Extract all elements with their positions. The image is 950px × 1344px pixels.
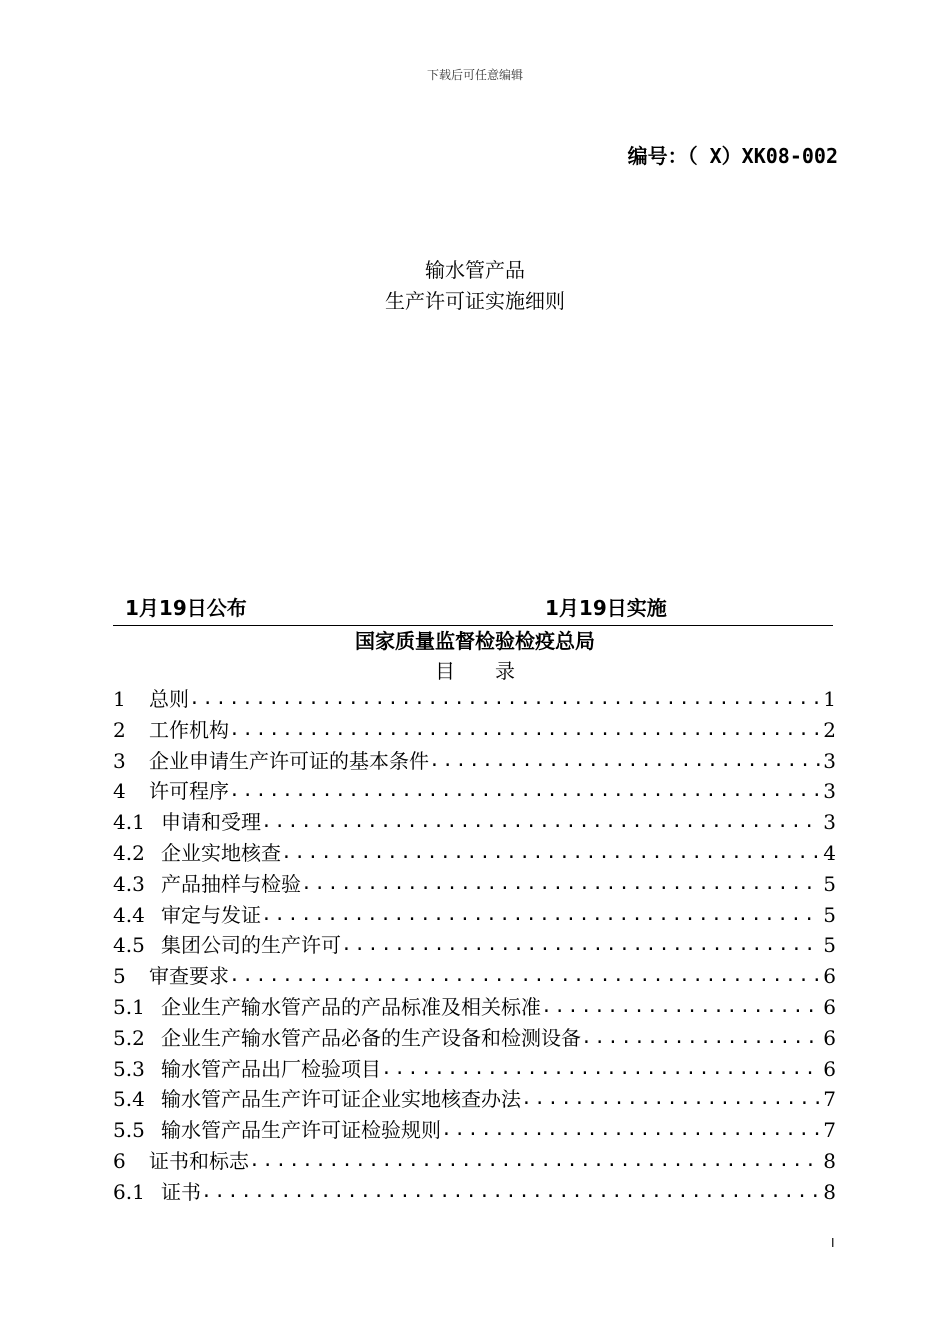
toc-leader-dots	[441, 1115, 821, 1146]
toc-entry-number: 4.3	[113, 871, 145, 896]
toc-entry[interactable]	[113, 746, 836, 777]
toc-entry-label: 输水管产品生产许可证企业实地核查办法	[161, 1087, 521, 1112]
toc-entry-label: 产品抽样与检验	[161, 871, 301, 896]
toc-entry-label: 总则	[149, 687, 189, 711]
toc-entry-number: 2	[113, 717, 126, 742]
toc-leader-dots	[521, 1084, 821, 1115]
toc-entry[interactable]	[113, 1054, 836, 1085]
toc-entry-number: 5	[113, 964, 126, 989]
toc-entry-number: 4.2	[113, 840, 145, 865]
toc-leader-dots	[249, 1146, 821, 1177]
toc-entry-label: 申请和受理	[161, 810, 261, 835]
toc-entry-number: 5.5	[113, 1118, 145, 1143]
toc-entry[interactable]	[113, 1023, 836, 1054]
publish-date: 1月19日公布	[125, 596, 247, 620]
toc-entry-number: 1	[113, 687, 126, 711]
toc-entry-page: 5	[823, 933, 836, 958]
toc-entry-number: 4	[113, 779, 126, 804]
toc-leader-dots	[201, 1177, 821, 1208]
page-number: I	[831, 1236, 835, 1250]
toc-leader-dots	[229, 961, 821, 992]
issuing-authority: 国家质量监督检验检疫总局	[355, 629, 595, 653]
toc-leader-dots	[541, 992, 821, 1023]
toc-entry-label: 审定与发证	[161, 902, 261, 927]
toc-entry-label: 企业生产输水管产品的产品标准及相关标准	[161, 994, 541, 1019]
toc-entry-number: 4.5	[113, 933, 145, 958]
toc-entry-label: 输水管产品出厂检验项目	[161, 1056, 381, 1081]
toc-entry[interactable]	[113, 838, 836, 869]
toc-entry[interactable]	[113, 684, 836, 715]
toc-leader-dots	[261, 807, 821, 838]
toc-leader-dots	[189, 684, 821, 715]
document-title-line2: 生产许可证实施细则	[385, 289, 565, 313]
toc-entry-page: 3	[823, 748, 836, 773]
toc-entry-number: 5.2	[113, 1025, 145, 1050]
toc-entry-label: 证书	[161, 1179, 201, 1204]
toc-entry[interactable]	[113, 1115, 836, 1146]
toc-entry-label: 审查要求	[149, 964, 229, 989]
toc-entry-page: 1	[823, 687, 836, 711]
toc-entry-page: 7	[823, 1118, 836, 1143]
implement-date: 1月19日实施	[545, 596, 667, 620]
toc-entry-label: 输水管产品生产许可证检验规则	[161, 1118, 441, 1143]
toc-entry-label: 许可程序	[149, 779, 229, 804]
toc-entry-number: 4.4	[113, 902, 145, 927]
toc-entry[interactable]	[113, 1146, 836, 1177]
toc-entry-page: 7	[823, 1087, 836, 1112]
toc-entry-page: 5	[823, 902, 836, 927]
toc-entry-page: 6	[823, 1056, 836, 1081]
toc-entry-number: 5.3	[113, 1056, 145, 1081]
toc-entry-number: 5.1	[113, 994, 145, 1019]
toc-entry-page: 6	[823, 1025, 836, 1050]
toc-entry[interactable]	[113, 869, 836, 900]
toc-entry-page: 6	[823, 964, 836, 989]
toc-entry-page: 6	[823, 994, 836, 1019]
toc-entry-page: 4	[823, 840, 836, 865]
toc-entry-page: 8	[823, 1148, 836, 1173]
toc-entry[interactable]	[113, 1177, 836, 1208]
toc-entry[interactable]	[113, 807, 836, 838]
toc-entry-page: 2	[823, 717, 836, 742]
toc-leader-dots	[341, 930, 821, 961]
toc-leader-dots	[301, 869, 821, 900]
toc-entry[interactable]	[113, 930, 836, 961]
document-number: 编号：（ X）XK08-002	[627, 144, 838, 168]
toc-entry-number: 6.1	[113, 1179, 145, 1204]
toc-heading: 目录	[435, 659, 555, 683]
toc-entry[interactable]	[113, 715, 836, 746]
table-of-contents	[113, 684, 836, 1208]
toc-entry-number: 5.4	[113, 1087, 145, 1112]
toc-leader-dots	[261, 900, 821, 931]
toc-entry-page: 8	[823, 1179, 836, 1204]
toc-leader-dots	[381, 1054, 821, 1085]
toc-entry[interactable]	[113, 1084, 836, 1115]
toc-entry-page: 3	[823, 779, 836, 804]
toc-leader-dots	[229, 715, 821, 746]
toc-leader-dots	[229, 776, 821, 807]
toc-entry[interactable]	[113, 776, 836, 807]
document-title-line1: 输水管产品	[425, 258, 525, 282]
toc-entry-label: 工作机构	[149, 717, 229, 742]
toc-entry[interactable]	[113, 992, 836, 1023]
toc-entry-number: 3	[113, 748, 126, 773]
toc-entry-number: 4.1	[113, 810, 145, 835]
toc-entry-page: 5	[823, 871, 836, 896]
toc-leader-dots	[429, 746, 821, 777]
toc-entry-label: 企业申请生产许可证的基本条件	[149, 748, 429, 773]
toc-entry-page: 3	[823, 810, 836, 835]
download-watermark: 下载后可任意编辑	[426, 68, 523, 82]
toc-entry[interactable]	[113, 961, 836, 992]
toc-entry-label: 企业实地核查	[161, 840, 281, 865]
toc-entry-label: 企业生产输水管产品必备的生产设备和检测设备	[161, 1025, 581, 1050]
toc-entry-number: 6	[113, 1148, 126, 1173]
toc-entry[interactable]	[113, 900, 836, 931]
toc-leader-dots	[581, 1023, 821, 1054]
toc-entry-label: 证书和标志	[149, 1148, 249, 1173]
toc-leader-dots	[281, 838, 821, 869]
toc-entry-label: 集团公司的生产许可	[161, 933, 341, 958]
